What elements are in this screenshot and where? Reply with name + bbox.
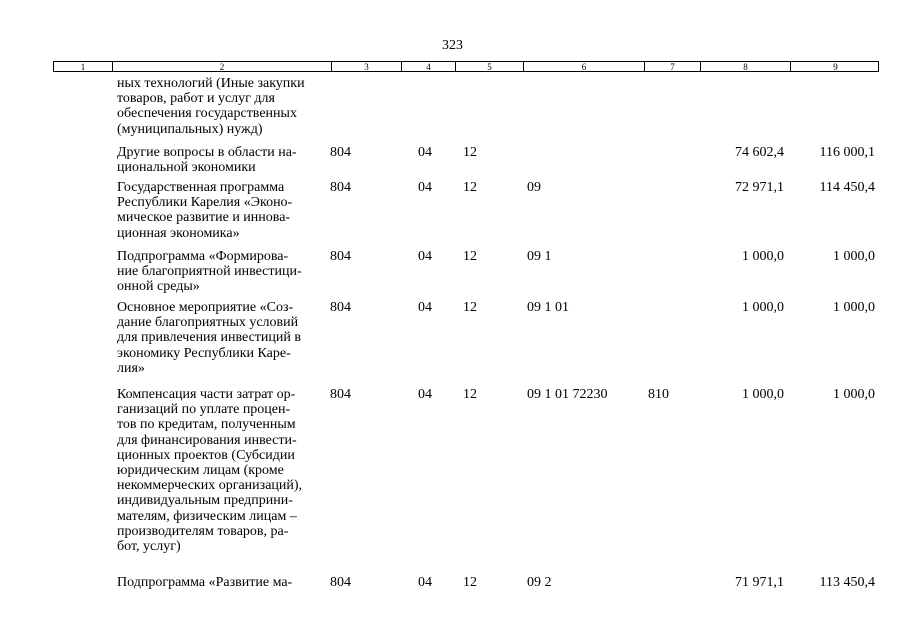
text-line: (муниципальных) нужд): [117, 121, 263, 137]
cell-admin: 804: [330, 180, 351, 195]
text-line: Компенсация части затрат ор-: [117, 387, 296, 402]
text-line: ние благоприятной инвестици-: [117, 264, 302, 280]
cell-amount-2: 116 000,1: [819, 145, 875, 160]
text-line: Республики Карелия «Эконо-: [117, 195, 293, 211]
text-line: ных технологий (Иные закупки: [117, 76, 305, 91]
text-line: экономику Республики Каре-: [117, 345, 291, 361]
text-line: Другие вопросы в области на-: [117, 145, 297, 160]
header-col-6: 6: [523, 62, 644, 71]
header-col-5: 5: [455, 62, 523, 71]
text-line: товаров, работ и услуг для: [117, 91, 275, 107]
text-line: ганизаций по уплате процен-: [117, 402, 291, 418]
cell-admin: 804: [330, 145, 351, 160]
row-name: [117, 180, 332, 241]
cell-subsection: 12: [463, 145, 477, 160]
text-line: некоммерческих организаций),: [117, 478, 303, 494]
cell-amount-1: 1 000,0: [742, 300, 784, 315]
text-line: Государственная программа: [117, 180, 285, 195]
cell-amount-2: 113 450,4: [819, 575, 875, 590]
text-line: обеспечения государственных: [117, 106, 297, 122]
text-line: тов по кредитам, полученным: [117, 417, 296, 433]
text-line: дание благоприятных условий: [117, 315, 299, 331]
text-line: ционная экономика»: [117, 225, 240, 241]
table-header: [53, 61, 879, 72]
cell-admin: 804: [330, 249, 351, 264]
row-name: [117, 145, 332, 175]
text-line: юридическим лицам (кроме: [117, 463, 284, 479]
row-name: [117, 575, 332, 590]
header-col-2: 2: [112, 62, 331, 71]
cell-subsection: 12: [463, 180, 477, 195]
continuation-text: [117, 76, 332, 137]
row-name: [117, 300, 332, 376]
cell-amount-2: 1 000,0: [833, 249, 875, 264]
cell-amount-2: 1 000,0: [833, 387, 875, 402]
text-line: циональной экономики: [117, 160, 256, 176]
cell-target: 09 1 01: [527, 300, 569, 315]
header-col-8: 8: [700, 62, 790, 71]
header-col-9: 9: [790, 62, 880, 71]
cell-section: 04: [418, 575, 432, 590]
text-line: для финансирования инвести-: [117, 432, 297, 448]
cell-target: 09 1 01 72230: [527, 387, 608, 402]
cell-section: 04: [418, 387, 432, 402]
text-line: бот, услуг): [117, 539, 181, 555]
text-line: мическое развитие и иннова-: [117, 210, 291, 226]
cell-section: 04: [418, 300, 432, 315]
text-line: мателям, физическим лицам –: [117, 508, 297, 524]
header-col-1: 1: [80, 62, 86, 72]
cell-admin: 804: [330, 300, 351, 315]
row-name: [117, 387, 332, 554]
cell-target: 09 1: [527, 249, 552, 264]
text-line: лия»: [117, 360, 145, 376]
text-line: Основное мероприятие «Соз-: [117, 300, 294, 315]
cell-amount-1: 72 971,1: [735, 180, 784, 195]
cell-admin: 804: [330, 575, 351, 590]
text-line: для привлечения инвестиций в: [117, 330, 301, 346]
cell-amount-1: 71 971,1: [735, 575, 784, 590]
header-col-4: 4: [401, 62, 455, 71]
cell-subsection: 12: [463, 300, 477, 315]
cell-subsection: 12: [463, 575, 477, 590]
cell-section: 04: [418, 180, 432, 195]
cell-section: 04: [418, 145, 432, 160]
header-col-7: 7: [644, 62, 700, 71]
text-line: онной среды»: [117, 279, 200, 295]
cell-amount-1: 1 000,0: [742, 387, 784, 402]
cell-target: 09 2: [527, 575, 552, 590]
row-name: [117, 249, 332, 295]
cell-subsection: 12: [463, 387, 477, 402]
text-line: Подпрограмма «Развитие ма-: [117, 575, 293, 590]
text-line: ционных проектов (Субсидии: [117, 447, 295, 463]
cell-amount-2: 1 000,0: [833, 300, 875, 315]
cell-admin: 804: [330, 387, 351, 402]
cell-target: 09: [527, 180, 541, 195]
header-col-3: 3: [331, 62, 401, 71]
cell-amount-1: 1 000,0: [742, 249, 784, 264]
text-line: Подпрограмма «Формирова-: [117, 249, 289, 264]
text-line: индивидуальным предприни-: [117, 493, 293, 509]
text-line: производителям товаров, ра-: [117, 523, 289, 539]
page-number: 323: [442, 38, 463, 53]
cell-subsection: 12: [463, 249, 477, 264]
cell-section: 04: [418, 249, 432, 264]
cell-amount-1: 74 602,4: [735, 145, 784, 160]
cell-amount-2: 114 450,4: [819, 180, 875, 195]
cell-expense-type: 810: [648, 387, 669, 402]
